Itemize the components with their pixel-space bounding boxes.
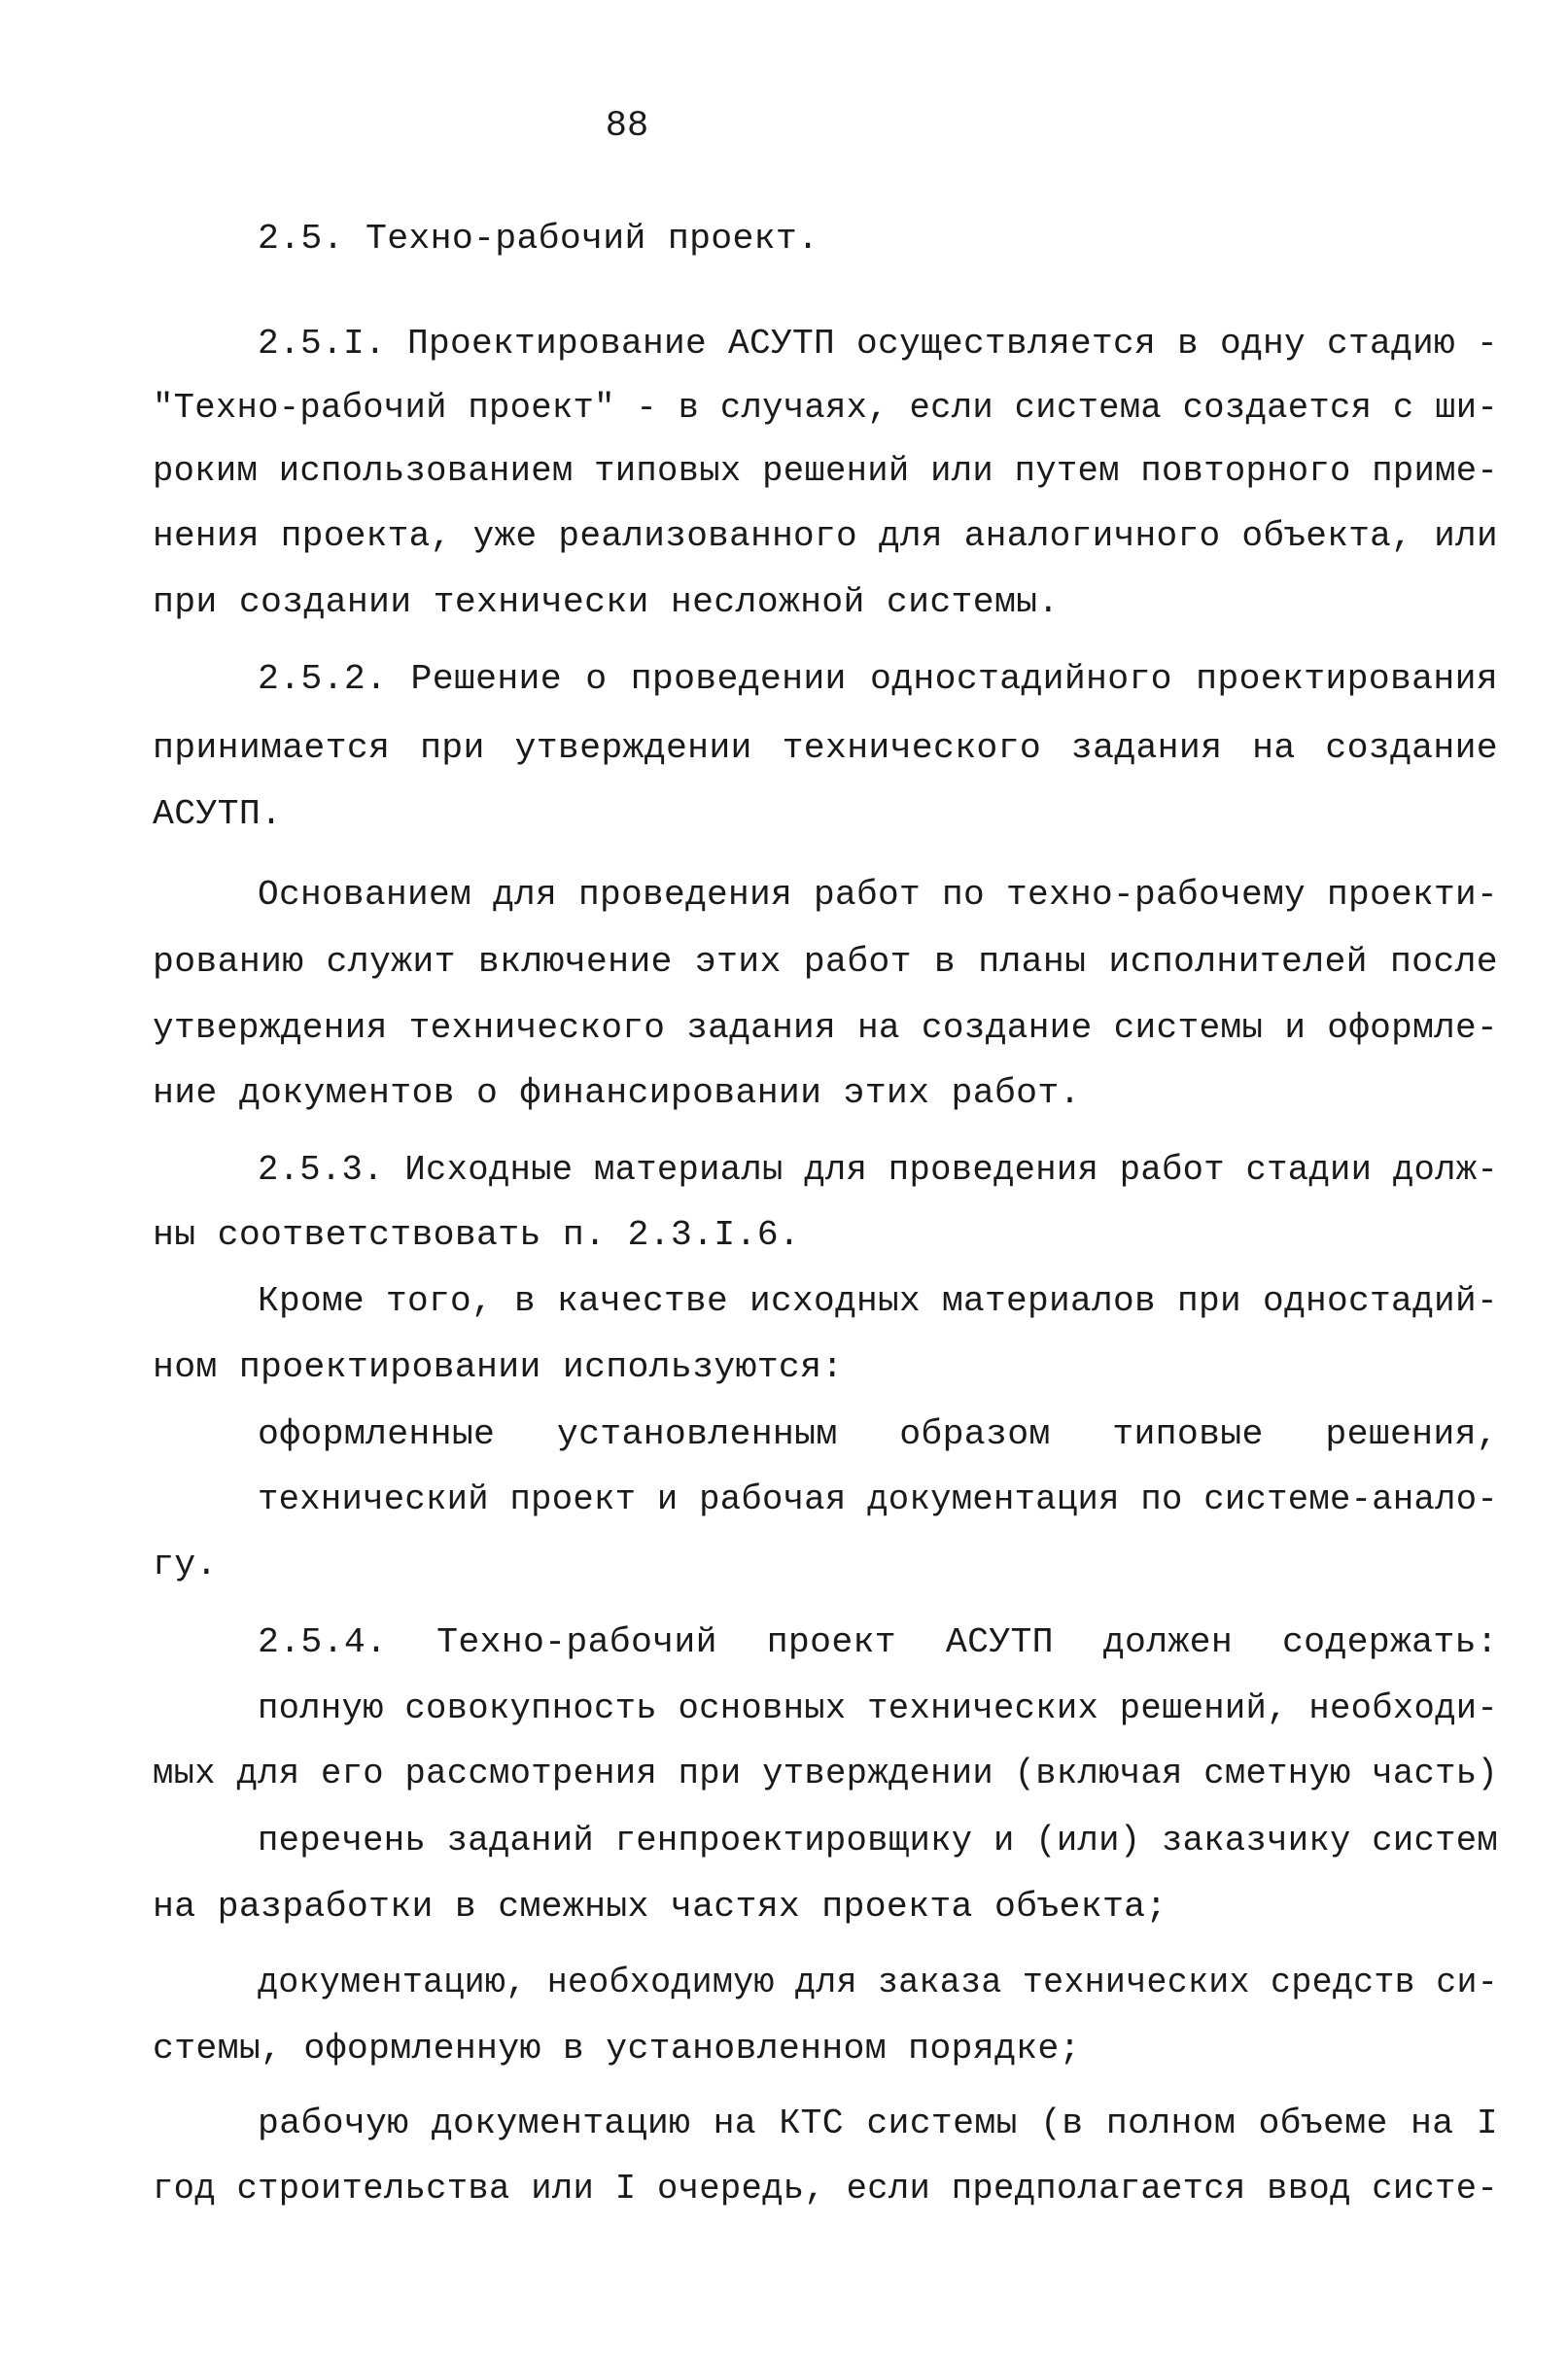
para-2-5-2-line-3: АСУТП. [153, 794, 283, 834]
list-item-working-docs-line-1: рабочую документацию на КТС системы (в полном объеме на I [258, 2104, 1498, 2143]
list-item-solutions-line-2: мых для его рассмотрения при утверждении (включая сметную часть) [153, 1754, 1498, 1793]
para-2-5-4-line-1: 2.5.4. Техно-рабочий проект АСУТП должен содержать: [258, 1622, 1498, 1662]
list-item-typical-solutions: оформленные установленным образом типовые решения, [258, 1414, 1498, 1454]
para-2-5-1-line-2: "Техно-рабочий проект" - в случаях, если система создается с ши- [153, 388, 1498, 428]
list-item-ordering-docs-line-1: документацию, необходимую для заказа технических средств си- [258, 1963, 1498, 2002]
list-item-working-docs-line-2: год строительства или I очередь, если предполагается ввод систе- [153, 2169, 1498, 2208]
para-basis-line-3: утверждения технического задания на создание системы и оформле- [153, 1008, 1498, 1048]
list-item-analog-docs-line-1: технический проект и рабочая документация по системе-анало- [258, 1479, 1498, 1519]
para-2-5-1-line-5: при создании технически несложной системы. [153, 582, 1060, 622]
list-item-ordering-docs-line-2: стемы, оформленную в установленном порядке; [153, 2029, 1081, 2069]
list-item-solutions-line-1: полную совокупность основных технических решений, необходи- [258, 1688, 1498, 1728]
para-2-5-2-line-2: принимается при утверждении технического задания на создание [153, 728, 1498, 768]
para-basis-line-1: Основанием для проведения работ по техно-рабочему проекти- [258, 875, 1498, 915]
list-item-tasks-line-2: на разработки в смежных частях проекта объекта; [153, 1887, 1167, 1927]
para-additionally-line-1: Кроме того, в качестве исходных материалов при одностадий- [258, 1281, 1498, 1321]
para-additionally-line-2: ном проектировании используются: [153, 1347, 844, 1387]
para-2-5-1-line-1: 2.5.I. Проектирование АСУТП осуществляется в одну стадию - [258, 324, 1498, 364]
para-2-5-1-line-4: нения проекта, уже реализованного для аналогичного объекта, или [153, 516, 1498, 556]
para-2-5-2-line-1: 2.5.2. Решение о проведении одностадийного проектирования [258, 659, 1498, 699]
list-item-analog-docs-line-2: гу. [153, 1545, 218, 1584]
para-basis-line-2: рованию служит включение этих работ в планы исполнителей после [153, 942, 1498, 982]
para-basis-line-4: ние документов о финансировании этих работ. [153, 1073, 1081, 1113]
list-item-tasks-line-1: перечень заданий генпроектировщику и (или) заказчику систем [258, 1821, 1498, 1861]
section-heading-2-5: 2.5. Техно-рабочий проект. [258, 219, 819, 259]
para-2-5-1-line-3: роким использованием типовых решений или путем повторного приме- [153, 451, 1498, 491]
page-number: 88 [605, 106, 649, 147]
para-2-5-3-line-2: ны соответствовать п. 2.3.I.6. [153, 1215, 801, 1255]
para-2-5-3-line-1: 2.5.3. Исходные материалы для проведения работ стадии долж- [258, 1150, 1498, 1190]
